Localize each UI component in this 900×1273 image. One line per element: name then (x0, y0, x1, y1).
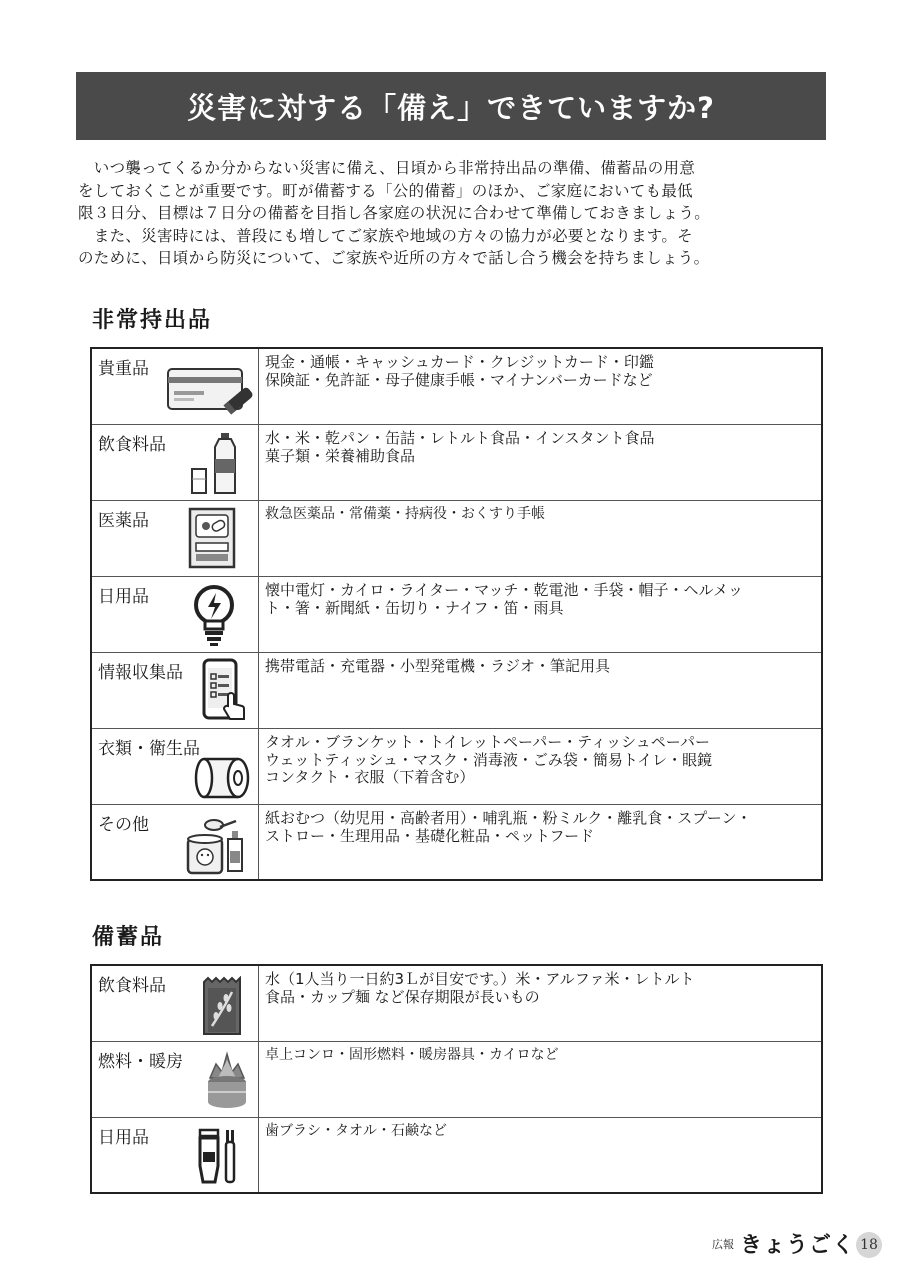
items-cell (259, 425, 821, 500)
item-text: 歯ブラシ・タオル・石鹸など (265, 1123, 447, 1139)
item-text: 携帯電話・充電器・小型発電機・ラジオ・筆記用具 (265, 657, 611, 675)
intro-line: また、災害時には、普段にも増してご家族や地域の方々の協力が必要となります。そ (78, 226, 693, 245)
category-cell (92, 653, 259, 728)
items-cell (259, 349, 821, 424)
category-label: 飲食料品 (98, 976, 166, 996)
item-text: 卓上コンロ・固形燃料・暖房器具・カイロなど (265, 1047, 559, 1063)
category-label: 貴重品 (98, 359, 149, 379)
item-text: ウェットティッシュ・マスク・消毒液・ごみ袋・簡易トイレ・眼鏡 (265, 750, 713, 769)
stockpile-table (90, 964, 823, 1194)
category-cell (92, 966, 259, 1041)
category-label: 燃料・暖房 (98, 1052, 183, 1072)
item-text: 水（1人当り一日約3Ｌが目安です。）米・アルファ米・レトルト (265, 970, 695, 988)
table-row (92, 805, 821, 881)
item-text: コンタクト・衣服（下着含む） (265, 768, 475, 786)
page-title (76, 72, 826, 140)
category-cell (92, 729, 259, 804)
table-row (92, 653, 821, 729)
water-bottle-icon (188, 431, 244, 497)
smartphone-icon (200, 658, 250, 726)
item-text: 保険証・免許証・母子健康手帳・マイナンバーカードなど (265, 370, 653, 389)
toothbrush-icon (196, 1128, 242, 1186)
page-number: 18 (856, 1232, 882, 1258)
intro-line: をしておくことが重要です。町が備蓄する「公的備蓄」のほか、ご家庭においても最低 (78, 181, 693, 200)
item-text: 懐中電灯・カイロ・ライター・マッチ・乾電池・手袋・帽子・ヘルメッ (265, 581, 744, 599)
category-cell (92, 1118, 259, 1192)
item-text: 菓子類・栄養補助食品 (265, 446, 416, 465)
table-row (92, 1042, 821, 1118)
table-row (92, 425, 821, 501)
item-text: 食品・カップ麺 など保存期限が長いもの (265, 987, 540, 1006)
category-cell (92, 577, 259, 652)
medicine-box-icon (188, 507, 238, 571)
intro-line: いつ襲ってくるか分からない災害に備え、日頃から非常持出品の準備、備蓄品の用意 (78, 159, 696, 177)
rice-bag-icon (200, 976, 244, 1038)
cash-card-icon (166, 363, 256, 419)
items-cell (259, 501, 821, 576)
item-text: 救急医薬品・常備薬・持病役・おくすり手帳 (265, 506, 545, 522)
category-label: 医薬品 (98, 511, 149, 531)
table-row (92, 729, 821, 805)
intro-paragraph (78, 157, 826, 270)
toilet-paper-icon (192, 755, 252, 801)
table-row (92, 1118, 821, 1194)
item-text: タオル・ブランケット・トイレットペーパー・ティッシュペーパー (265, 733, 711, 751)
category-label: 情報収集品 (98, 663, 183, 683)
items-cell (259, 966, 821, 1041)
category-cell (92, 1042, 259, 1117)
magazine-brand (712, 1228, 855, 1259)
baby-formula-icon (184, 817, 250, 877)
stockpile-heading: 備蓄品 (92, 925, 165, 950)
emergency-kit-table (90, 347, 823, 881)
item-text: 紙おむつ（幼児用・高齢者用）・哺乳瓶・粉ミルク・離乳食・スプーン・ (265, 809, 752, 827)
category-label: 衣類・衛生品 (98, 739, 200, 759)
items-cell (259, 805, 821, 879)
items-cell (259, 729, 821, 804)
category-label: 飲食料品 (98, 435, 166, 455)
page-title-text: 災害に対する「備え」できていますか? (187, 90, 715, 125)
emergency-kit-heading: 非常持出品 (92, 308, 213, 333)
items-cell (259, 1118, 821, 1192)
category-cell (92, 805, 259, 879)
category-cell (92, 501, 259, 576)
solid-fuel-icon (204, 1048, 250, 1112)
item-text: ト・箸・新聞紙・缶切り・ナイフ・笛・雨具 (265, 598, 564, 617)
table-row (92, 577, 821, 653)
category-label: 日用品 (98, 1128, 149, 1148)
items-cell (259, 1042, 821, 1117)
item-text: 現金・通帳・キャッシュカード・クレジットカード・印鑑 (265, 353, 654, 371)
item-text: ストロー・生理用品・基礎化粧品・ペットフード (265, 826, 595, 845)
table-row (92, 966, 821, 1042)
table-row (92, 349, 821, 425)
category-label: 日用品 (98, 587, 149, 607)
items-cell (259, 653, 821, 728)
table-row (92, 501, 821, 577)
category-label: その他 (98, 815, 149, 835)
brand-prefix: 広報 (712, 1237, 734, 1251)
item-text: 水・米・乾パン・缶詰・レトルト食品・インスタント食品 (265, 429, 655, 447)
items-cell (259, 577, 821, 652)
intro-line: のために、日頃から防災について、ご家族や近所の方々で話し合う機会を持ちましょう。 (78, 249, 710, 267)
intro-line: 限３日分、目標は７日分の備蓄を目指し各家庭の状況に合わせて準備しておきましょう。 (78, 204, 711, 222)
brand-name: きょうごく (740, 1232, 856, 1258)
category-cell (92, 349, 259, 424)
light-bulb-icon (192, 583, 236, 649)
category-cell (92, 425, 259, 500)
